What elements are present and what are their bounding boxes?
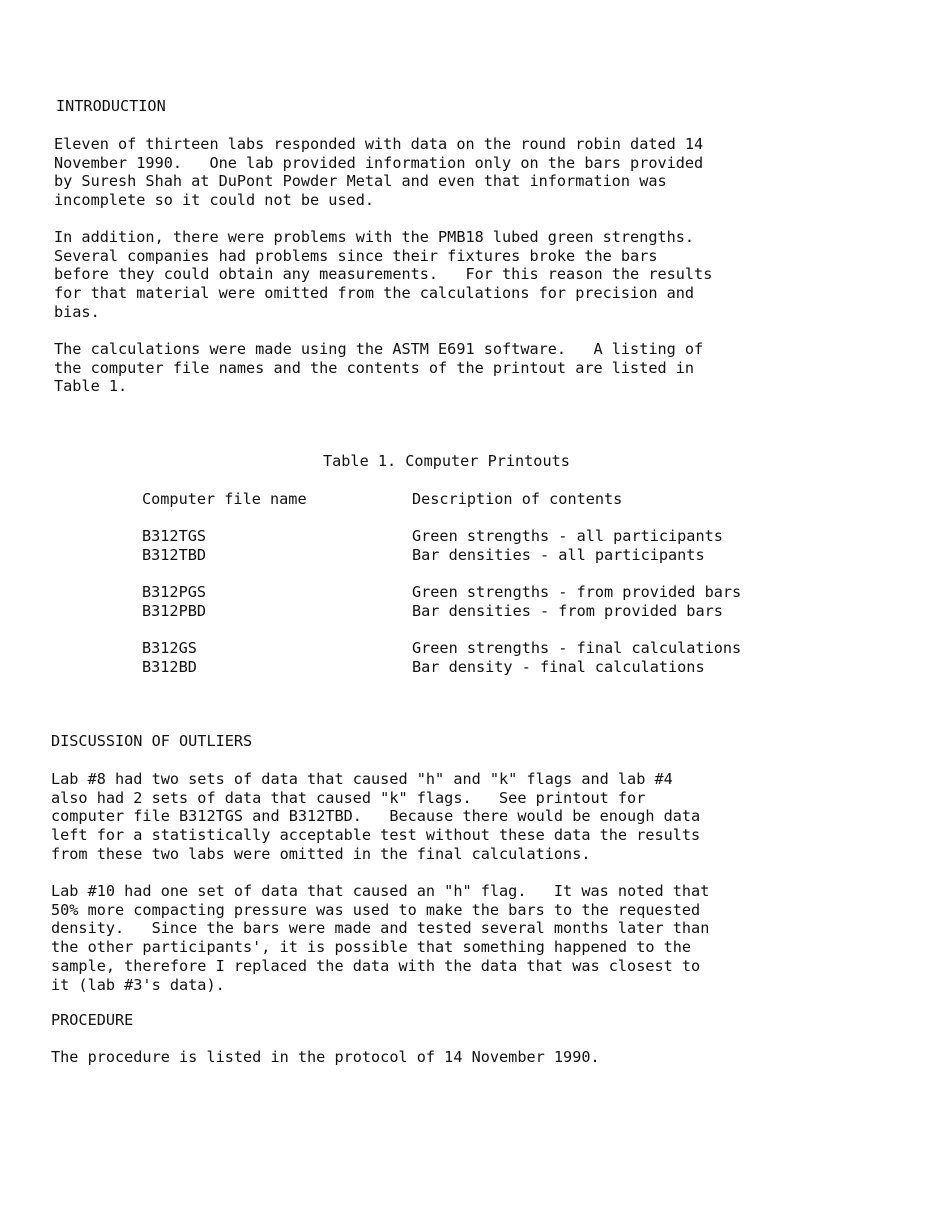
- discussion-heading: DISCUSSION OF OUTLIERS: [51, 732, 253, 750]
- text-line: the computer file names and the contents of the printout are listed in: [54, 358, 695, 377]
- procedure-heading: PROCEDURE: [51, 1011, 134, 1029]
- text-line: also had 2 sets of data that caused "k" flags. See printout for: [51, 788, 646, 807]
- table-cell-file-name: B312BD: [142, 658, 197, 676]
- intro-paragraph-1: [54, 135, 703, 210]
- table-cell-description: Green strengths - all participants: [412, 527, 723, 545]
- introduction-heading: INTRODUCTION: [56, 97, 166, 115]
- table-title: Table 1. Computer Printouts: [323, 452, 570, 470]
- discussion-paragraph-2: [51, 882, 709, 994]
- table-cell-file-name: B312PBD: [142, 602, 207, 620]
- text-line: sample, therefore I replaced the data with the data that was closest to: [51, 956, 701, 975]
- table-header-file-name: Computer file name: [142, 490, 307, 508]
- text-line: left for a statistically acceptable test without these data the results: [51, 826, 701, 845]
- table-cell-description: Bar densities - all participants: [412, 546, 705, 564]
- table-cell-file-name: B312GS: [142, 639, 197, 657]
- text-line: computer file B312TGS and B312TBD. Because there would be enough data: [51, 807, 701, 826]
- text-line: Table 1.: [54, 377, 128, 396]
- text-line: bias.: [54, 302, 100, 321]
- table-cell-description: Bar density - final calculations: [412, 658, 705, 676]
- text-line: for that material were omitted from the calculations for precision and: [54, 284, 695, 303]
- text-line: by Suresh Shah at DuPont Powder Metal and even that information was: [54, 172, 667, 191]
- table-cell-file-name: B312TGS: [142, 527, 207, 545]
- text-line: Eleven of thirteen labs responded with data on the round robin dated 14: [54, 135, 704, 153]
- text-line: November 1990. One lab provided information only on the bars provided: [54, 153, 704, 172]
- text-line: 50% more compacting pressure was used to make the bars to the requested: [51, 900, 701, 919]
- text-line: from these two labs were omitted in the final calculations.: [51, 844, 591, 863]
- text-line: Lab #8 had two sets of data that caused "h" and "k" flags and lab #4: [51, 770, 673, 788]
- text-line: it (lab #3's data).: [51, 975, 225, 994]
- table-cell-description: Bar densities - from provided bars: [412, 602, 723, 620]
- text-line: before they could obtain any measurements. For this reason the results: [54, 265, 713, 284]
- text-line: density. Since the bars were made and tested several months later than: [51, 919, 710, 938]
- text-line: incomplete so it could not be used.: [54, 191, 375, 210]
- discussion-paragraph-1: [51, 770, 700, 864]
- table-cell-description: Green strengths - final calculations: [412, 639, 742, 657]
- text-line: The calculations were made using the ASTM E691 software. A listing of: [54, 340, 704, 358]
- text-line: In addition, there were problems with the PMB18 lubed green strengths.: [54, 228, 695, 246]
- table-cell-file-name: B312PGS: [142, 583, 207, 601]
- text-line: the other participants', it is possible that something happened to the: [51, 938, 692, 957]
- text-line: Several companies had problems since their fixtures broke the bars: [54, 246, 658, 265]
- table-cell-file-name: B312TBD: [142, 546, 207, 564]
- table-cell-description: Green strengths - from provided bars: [412, 583, 742, 601]
- intro-paragraph-2: [54, 228, 712, 322]
- text-line: Lab #10 had one set of data that caused an "h" flag. It was noted that: [51, 882, 710, 900]
- procedure-text: The procedure is listed in the protocol of 14 November 1990.: [51, 1048, 600, 1066]
- intro-paragraph-3: [54, 340, 703, 396]
- table-header-description: Description of contents: [412, 490, 623, 508]
